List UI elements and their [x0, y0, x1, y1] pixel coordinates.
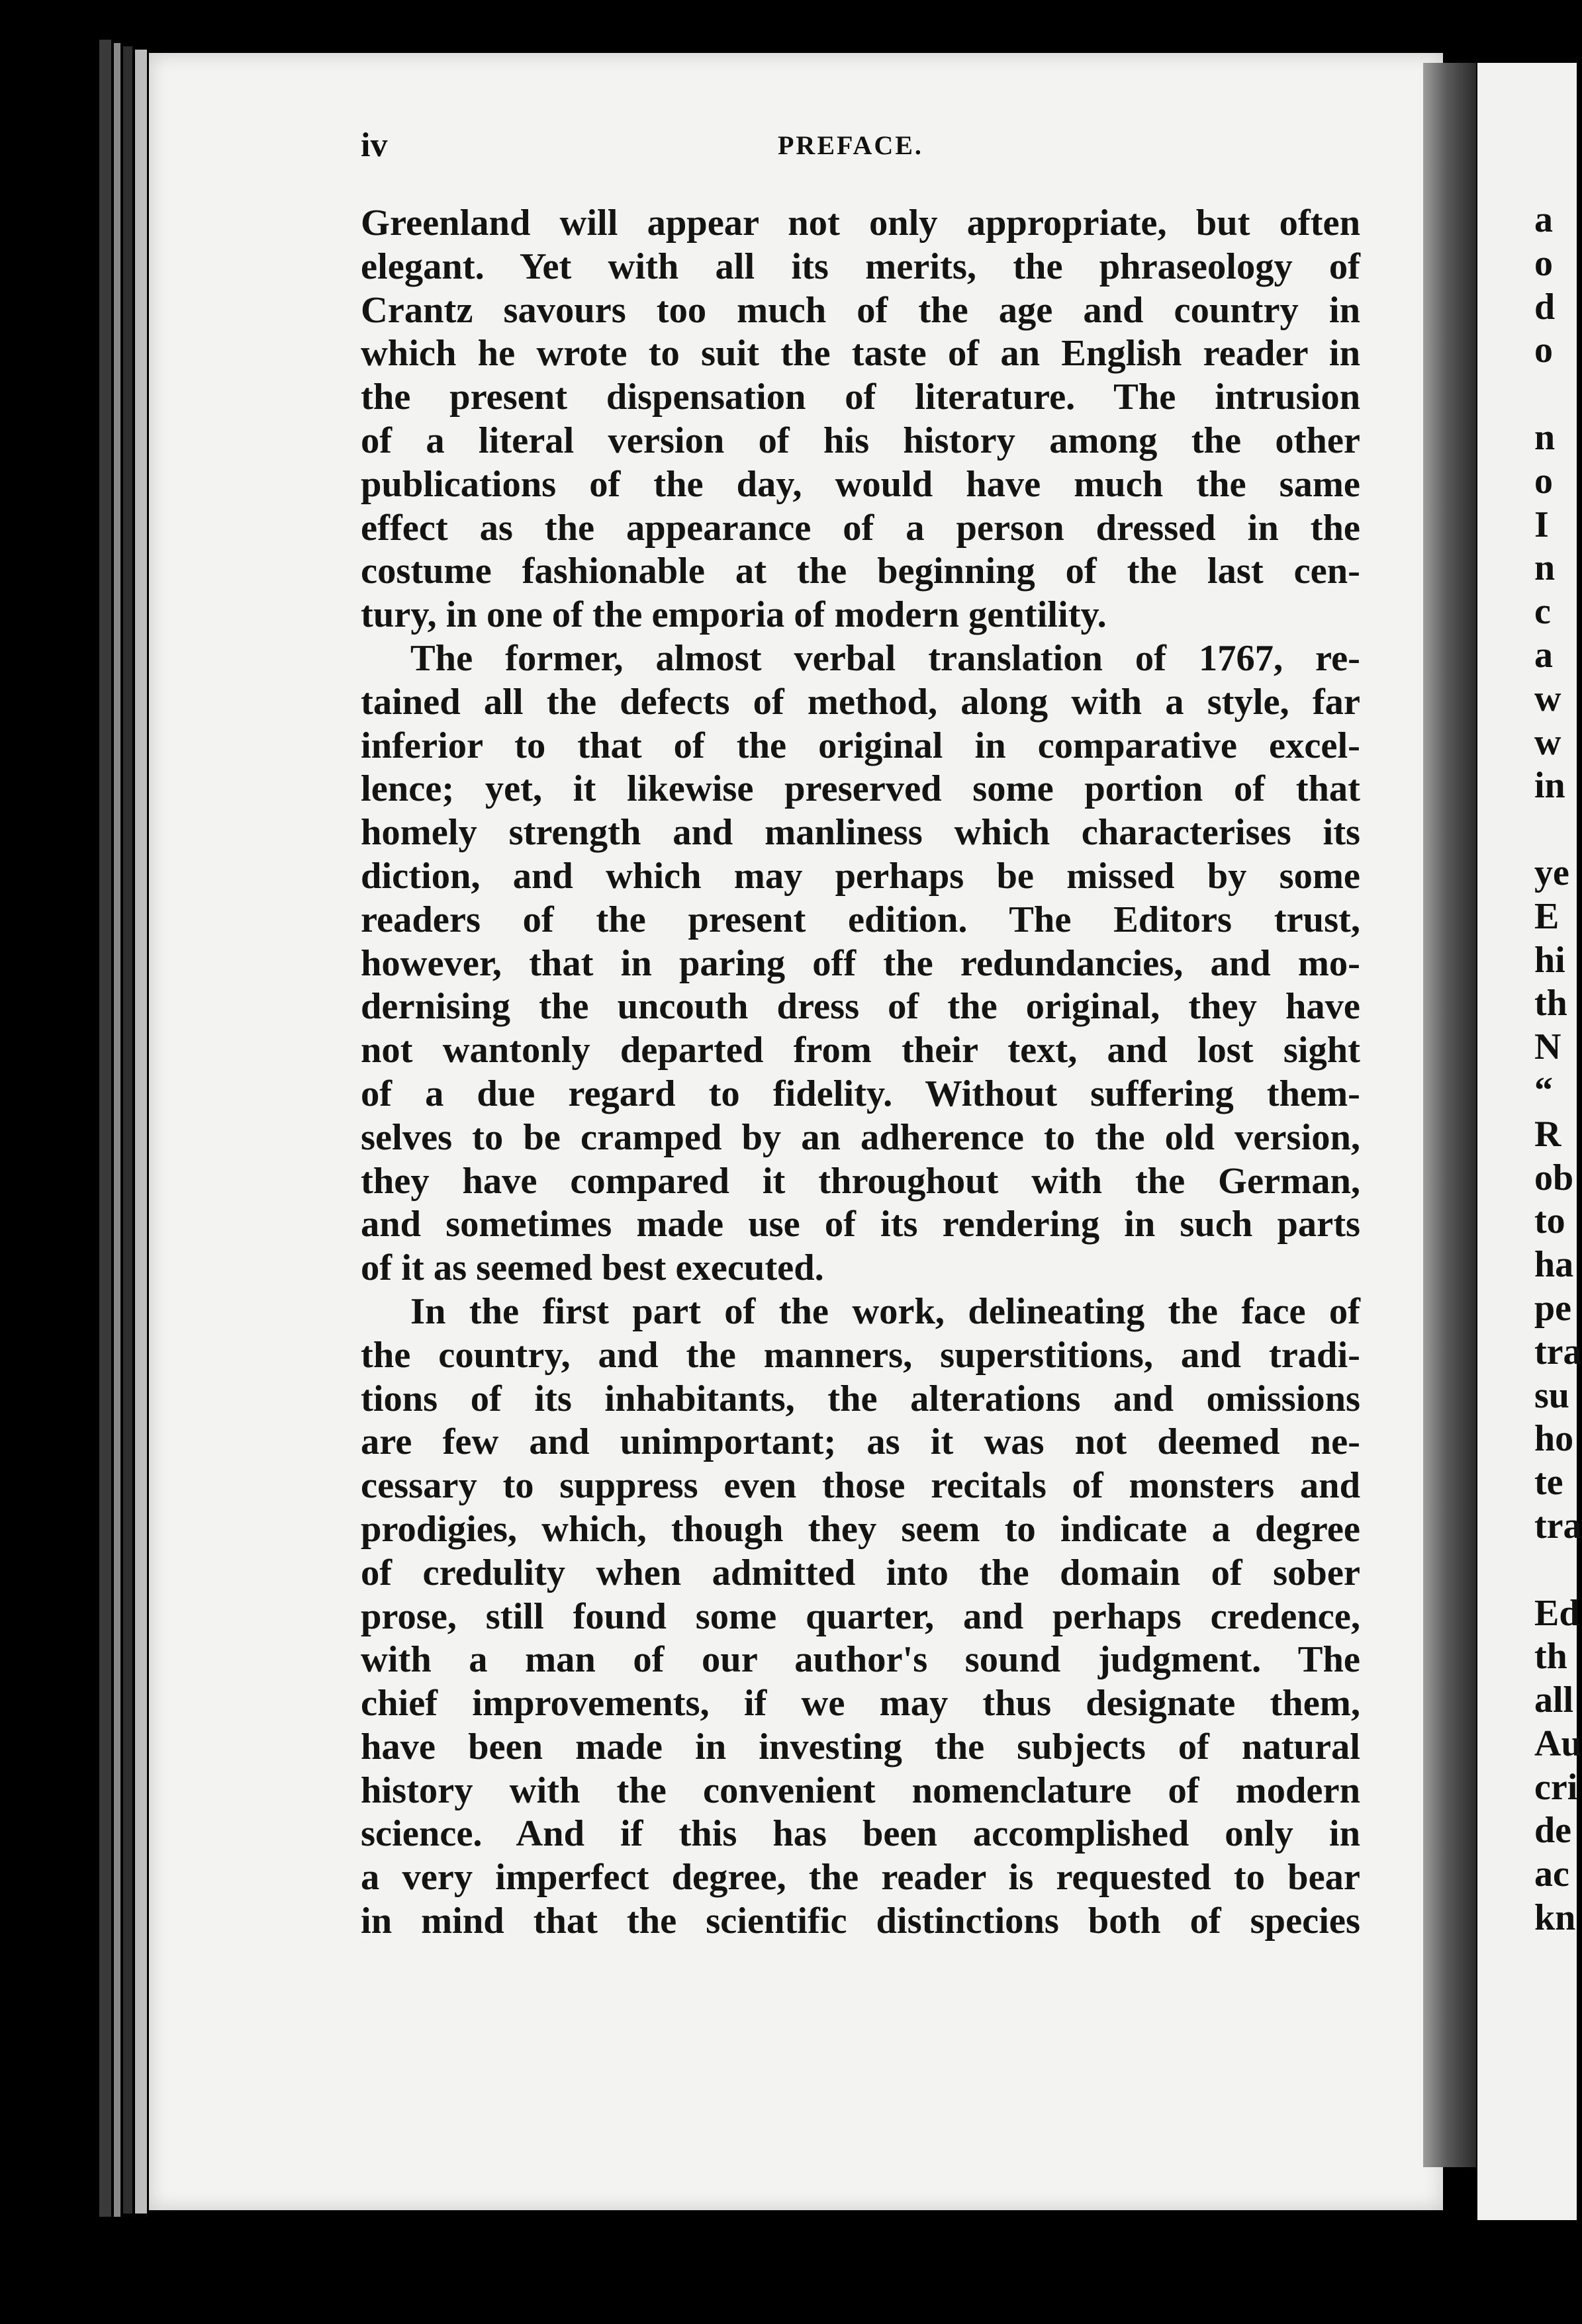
right-page-fragment-line: [1534, 808, 1577, 852]
text-line: dernising the uncouth dress of the original, they have: [361, 986, 1360, 1028]
text-line: a very imperfect degree, the reader is requested to bear: [361, 1857, 1360, 1899]
paragraph-first-line: In the first part of the work, delineating the face of: [410, 1290, 1360, 1332]
text-line: prodigies, which, though they seem to indicate a degree: [361, 1508, 1360, 1550]
right-page-fragment-line: pe: [1534, 1287, 1571, 1329]
right-page-fragment-line: w: [1534, 721, 1561, 763]
text-line: have been made in investing the subjects of natural: [361, 1726, 1360, 1767]
text-line: Greenland will appear not only appropriate, but often: [361, 202, 1360, 244]
book-edge-shadow: [99, 40, 111, 2217]
paragraph-first-line: The former, almost verbal translation of 1767, re-: [410, 637, 1360, 679]
right-page-fragment-line: to: [1534, 1200, 1565, 1242]
text-line: of a literal version of his history among the other: [361, 420, 1360, 461]
text-line: prose, still found some quarter, and perhaps credence,: [361, 1595, 1360, 1637]
text-line: with a man of our author's sound judgment. The: [361, 1639, 1360, 1681]
text-line: and sometimes made use of its rendering in such parts: [361, 1204, 1360, 1245]
right-page-fragment-line: n: [1534, 547, 1556, 589]
right-page-fragment-line: tra: [1534, 1331, 1582, 1372]
right-page-fragment-line: ho: [1534, 1418, 1574, 1460]
page-number: iv: [361, 126, 388, 164]
text-line: in mind that the scientific distinctions both of species: [361, 1900, 1360, 1942]
text-line: of it as seemed best executed.: [361, 1247, 824, 1289]
right-page-fragment-line: de: [1534, 1810, 1571, 1852]
right-page-fragment-line: th: [1534, 1636, 1567, 1677]
text-line: however, that in paring off the redundancies, and mo-: [361, 942, 1360, 984]
text-line: are few and unimportant; as it was not deemed ne-: [361, 1421, 1360, 1463]
text-line: tions of its inhabitants, the alterations and omissions: [361, 1378, 1360, 1419]
text-line: lence; yet, it likewise preserved some portion of that: [361, 768, 1360, 810]
right-page-fragment-line: tra: [1534, 1505, 1582, 1546]
right-page-fragment-line: “: [1534, 1069, 1553, 1111]
text-line: science. And if this has been accomplished only in: [361, 1813, 1360, 1855]
text-line: the country, and the manners, superstitions, and tradi-: [361, 1334, 1360, 1376]
right-page-fragment-line: all: [1534, 1679, 1574, 1721]
text-line: selves to be cramped by an adherence to the old version,: [361, 1116, 1360, 1158]
book-edge-shadow: [114, 43, 120, 2217]
right-page-text-fragments: [1534, 199, 1582, 1940]
text-line: readers of the present edition. The Editors trust,: [361, 899, 1360, 940]
right-page-fragment-line: n: [1534, 416, 1556, 458]
running-head: [361, 126, 1354, 165]
right-page-fragment-line: cri: [1534, 1766, 1578, 1808]
text-line: diction, and which may perhaps be missed by some: [361, 855, 1360, 897]
text-line: Crantz savours too much of the age and country in: [361, 289, 1360, 331]
right-page-fragment-line: o: [1534, 330, 1553, 371]
right-page-fragment-line: in: [1534, 765, 1565, 807]
right-page-fragment-line: th: [1534, 983, 1567, 1024]
body-text: [361, 202, 1360, 1944]
right-page-fragment-line: Au: [1534, 1722, 1582, 1764]
text-line: costume fashionable at the beginning of the last cen-: [361, 551, 1360, 592]
text-line: chief improvements, if we may thus designate them,: [361, 1683, 1360, 1724]
right-page-fragment-line: te: [1534, 1462, 1563, 1503]
right-page-fragment-line: N: [1534, 1026, 1561, 1068]
right-page-fragment-line: kn: [1534, 1897, 1576, 1939]
right-page-fragment-line: ha: [1534, 1244, 1574, 1286]
text-line: which he wrote to suit the taste of an English reader in: [361, 333, 1360, 375]
right-page-fragment-line: ob: [1534, 1157, 1574, 1198]
text-line: of credulity when admitted into the domain of sober: [361, 1552, 1360, 1593]
right-page-fragment-line: [1534, 1548, 1577, 1592]
right-page-fragment-line: a: [1534, 199, 1553, 240]
text-line: history with the convenient nomenclature of modern: [361, 1769, 1360, 1811]
text-line: tury, in one of the emporia of modern gentility.: [361, 594, 1107, 636]
right-page-fragment-line: c: [1534, 591, 1551, 633]
book-edge-shadow: [135, 50, 147, 2213]
right-page-fragment-line: Ed: [1534, 1592, 1580, 1634]
text-line: homely strength and manliness which characterises its: [361, 812, 1360, 854]
right-page-fragment-line: R: [1534, 1113, 1561, 1155]
text-line: not wantonly departed from their text, and lost sight: [361, 1030, 1360, 1071]
text-line: elegant. Yet with all its merits, the phraseology of: [361, 246, 1360, 287]
right-page-fragment-line: o: [1534, 460, 1553, 502]
gutter-shadow: [1423, 63, 1476, 2167]
running-title: PREFACE.: [778, 130, 923, 160]
text-line: effect as the appearance of a person dressed in the: [361, 507, 1360, 549]
text-line: publications of the day, would have much the same: [361, 463, 1360, 505]
text-line: tained all the defects of method, along with a style, far: [361, 681, 1360, 723]
right-page-fragment-line: o: [1534, 242, 1553, 284]
text-line: the present dispensation of literature. The intrusion: [361, 377, 1360, 418]
right-page-fragment-line: su: [1534, 1374, 1569, 1416]
book-edge-shadow: [123, 46, 132, 2213]
right-page-fragment-line: hi: [1534, 939, 1565, 981]
right-page-fragment-line: ac: [1534, 1854, 1569, 1895]
text-line: cessary to suppress even those recitals of monsters and: [361, 1465, 1360, 1507]
text-line: of a due regard to fidelity. Without suffering them-: [361, 1073, 1360, 1114]
text-line: inferior to that of the original in comparative excel-: [361, 725, 1360, 766]
right-page-fragment-line: E: [1534, 895, 1559, 937]
right-page-fragment-line: d: [1534, 286, 1556, 328]
right-page-fragment-line: [1534, 373, 1577, 416]
text-line: they have compared it throughout with the German,: [361, 1160, 1360, 1202]
right-page-fragment-line: a: [1534, 634, 1553, 676]
right-page-fragment-line: I: [1534, 504, 1549, 545]
right-page-fragment-line: w: [1534, 678, 1561, 719]
right-page-fragment-line: ye: [1534, 852, 1569, 893]
